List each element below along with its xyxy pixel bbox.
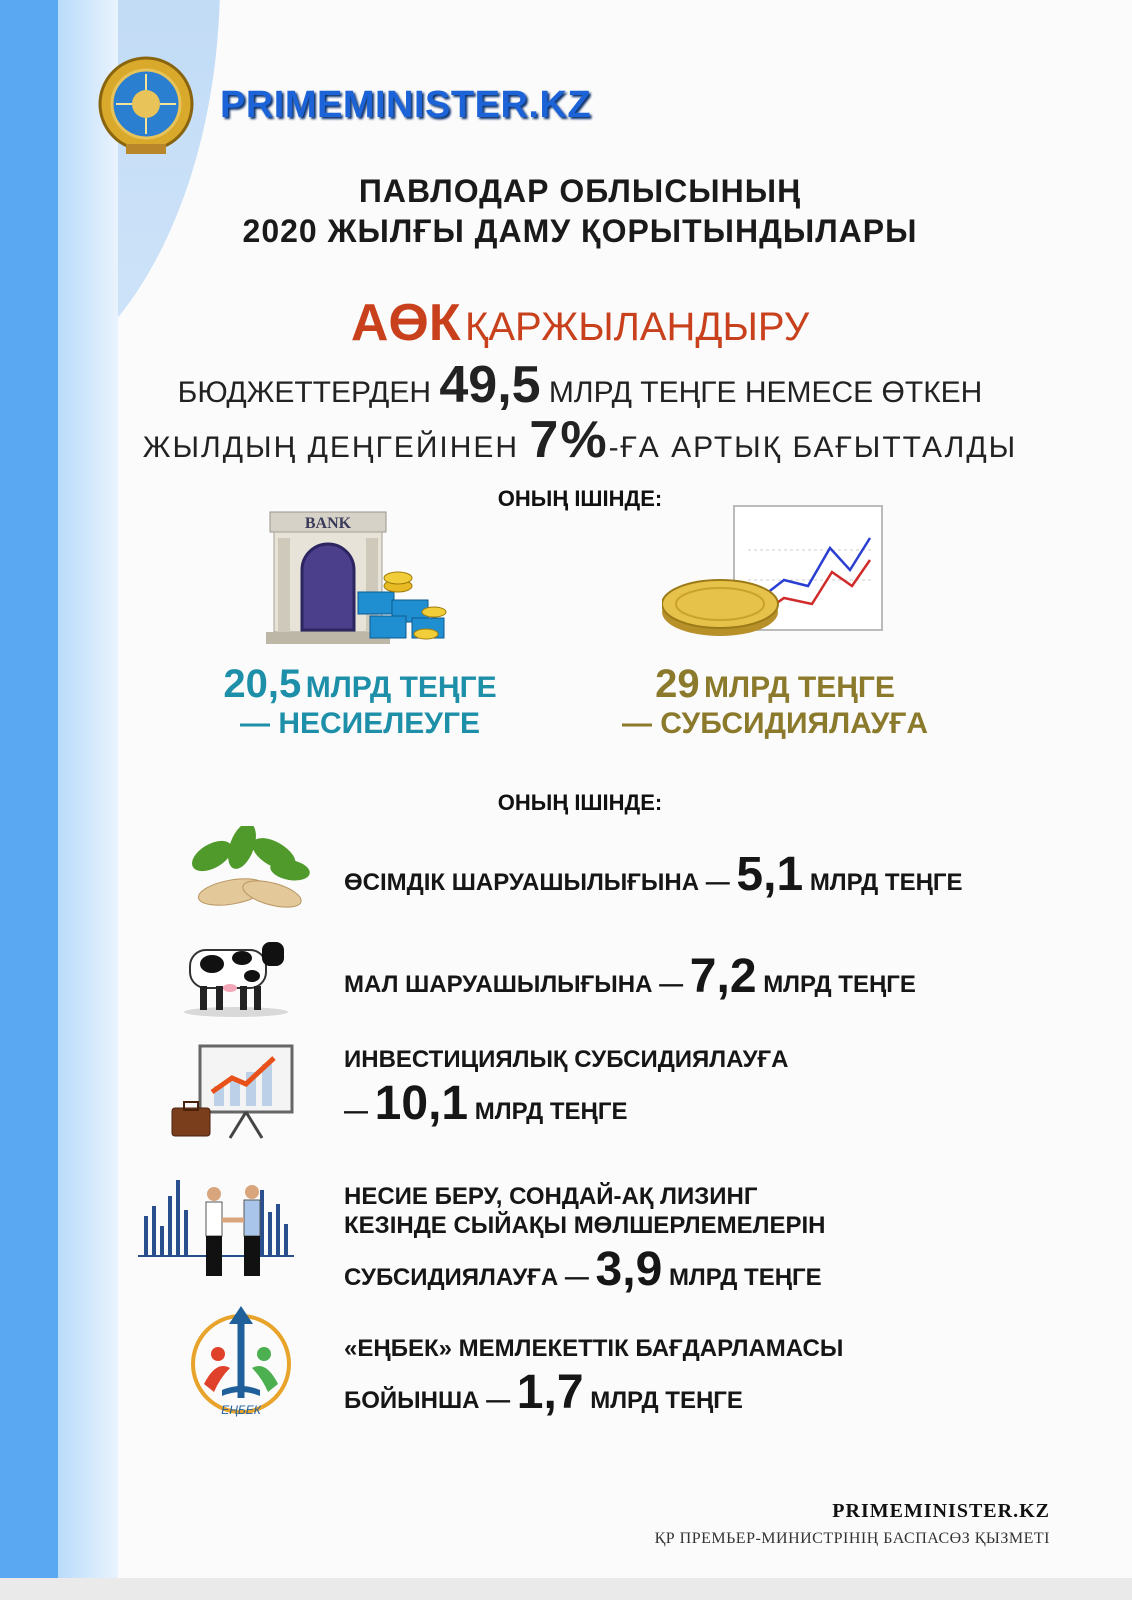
budget-line2-post: -ҒА АРТЫҚ БАҒЫТТАЛДЫ: [608, 431, 1018, 464]
credit-subsidy-purpose: — СУБСИДИЯЛАУҒА: [621, 707, 929, 740]
item-investment: [344, 1046, 788, 1132]
cow-icon: [176, 928, 294, 1018]
state-emblem-icon: [96, 52, 196, 160]
handshake-icon: [138, 1176, 294, 1280]
credit-subsidy-amount: 29: [655, 662, 700, 706]
budget-line1: [0, 355, 1132, 415]
footer-site: PRIMEMINISTER.KZ: [832, 1500, 1050, 1522]
item-livestock-amount: 7,2: [689, 950, 757, 1003]
plant-icon: [182, 826, 314, 914]
credit-subsidy: [600, 662, 950, 741]
item-livestock: [344, 948, 916, 1006]
bottom-band: [0, 1578, 1132, 1600]
subheading-1: ОНЫҢ ІШІНДЕ:: [497, 486, 663, 511]
page-title-line2: 2020 ЖЫЛҒЫ ДАМУ ҚОРЫТЫНДЫЛАРЫ: [242, 213, 918, 249]
item-loan-unit: МЛРД ТЕҢГЕ: [668, 1263, 822, 1291]
item-investment-unit: МЛРД ТЕҢГЕ: [474, 1097, 628, 1125]
budget-post: МЛРД ТЕҢГЕ НЕМЕСЕ ӨТКЕН: [548, 376, 983, 409]
item-loan-line3: СУБСИДИЯЛАУҒА —: [344, 1263, 589, 1291]
item-loan-line2: КЕЗІНДЕ СЫЙАҚЫ МӨЛШЕРЛЕМЕЛЕРІН: [344, 1211, 826, 1239]
item-crop: [344, 846, 963, 904]
item-crop-text: ӨСІМДІК ШАРУАШЫЛЫҒЫНА —: [344, 869, 730, 896]
credit-lending-unit: МЛРД ТЕҢГЕ: [305, 671, 497, 704]
item-investment-dash: —: [344, 1097, 368, 1125]
item-enbek-unit: МЛРД ТЕҢГЕ: [590, 1386, 743, 1414]
budget-percent: 7%: [529, 411, 609, 469]
item-crop-unit: МЛРД ТЕҢГЕ: [809, 869, 963, 896]
budget-amount: 49,5: [439, 356, 541, 414]
credit-lending-purpose: — НЕСИЕЛЕУГЕ: [240, 707, 480, 740]
budget-line2-pre: ЖЫЛДЫҢ ДЕҢГЕЙІНЕН: [142, 431, 520, 464]
item-crop-amount: 5,1: [736, 848, 804, 901]
item-enbek-amount: 1,7: [516, 1365, 584, 1419]
bank-sign: BANK: [304, 515, 352, 532]
subheading-2: ОНЫҢ ІШІНДЕ:: [497, 790, 663, 815]
item-enbek-line1: «ЕҢБЕК» МЕМЛЕКЕТТІК БАҒДАРЛАМАСЫ: [344, 1335, 844, 1362]
credit-lending-amount: 20,5: [223, 662, 302, 706]
item-investment-amount: 10,1: [374, 1076, 469, 1130]
section-acronym: АӨК: [350, 294, 461, 352]
item-loan-leasing: [344, 1183, 826, 1298]
section-word: ҚАРЖЫЛАНДЫРУ: [465, 305, 810, 349]
enbek-logo-text: ЕҢБЕК: [221, 1403, 261, 1417]
investment-chart-icon: [170, 1042, 294, 1140]
brand-title: PRIMEMINISTER.KZ: [220, 84, 592, 126]
bank-icon: [266, 508, 452, 648]
item-enbek: [344, 1335, 843, 1421]
item-loan-line1: НЕСИЕ БЕРУ, СОНДАЙ-АҚ ЛИЗИНГ: [344, 1183, 758, 1210]
section-heading: [0, 293, 1132, 353]
coin-chart-icon: [662, 500, 886, 650]
footer-org: ҚР ПРЕМЬЕР-МИНИСТРІНІҢ БАСПАСӨЗ ҚЫЗМЕТІ: [654, 1530, 1050, 1547]
item-livestock-unit: МЛРД ТЕҢГЕ: [763, 971, 916, 998]
credit-subsidy-unit: МЛРД ТЕҢГЕ: [704, 671, 895, 704]
item-enbek-line2: БОЙЫНША —: [344, 1386, 511, 1414]
credit-lending: [190, 662, 530, 741]
page-title-line1: ПАВЛОДАР ОБЛЫСЫНЫҢ: [358, 173, 802, 209]
item-loan-amount: 3,9: [595, 1242, 663, 1296]
item-livestock-text: МАЛ ШАРУАШЫЛЫҒЫНА —: [344, 971, 684, 998]
budget-line2: [0, 410, 1132, 470]
enbek-logo-icon: [186, 1306, 296, 1418]
budget-pre: БЮДЖЕТТЕРДЕН: [177, 376, 432, 409]
item-investment-line1: ИНВЕСТИЦИЯЛЫҚ СУБСИДИЯЛАУҒА: [344, 1046, 789, 1073]
